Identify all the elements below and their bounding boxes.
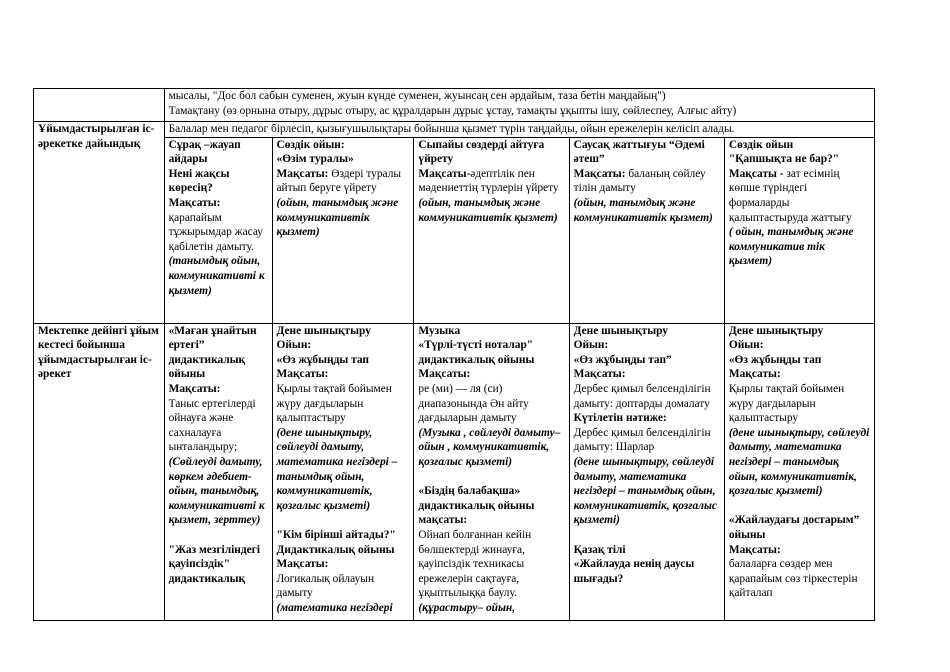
cell-line: дидактикалық [168,572,246,585]
cell-line: "Жаз мезгіліндегі қауіпсіздік" [168,543,260,571]
cell-line: дидактикалық ойыны [168,353,246,381]
cell-line: «Өзім туралы» [276,153,354,166]
cell-line [729,167,870,225]
cell-line [277,167,410,196]
cell-line: (дене шынықтыру, сөйлеуді дамыту, математика негіздері – танымдық ойын, коммуникативтік, қозғалыс қызметі) [573,455,717,527]
cell-line: Мақсаты: [168,382,221,395]
schedule-table [33,88,875,621]
cell-line: Дене шынықтыру [573,324,669,337]
prep-cell-2 [272,137,414,323]
activity-cell-3 [414,323,569,620]
cell-line: Мақсаты: [418,368,471,381]
cell-gap [729,499,870,514]
cell-line [574,167,720,196]
cell-gap [169,528,268,543]
cell-line: ойыны [728,528,766,541]
activity-label: Мектепке дейінгі ұйым кестесі бойынша ұйымдастырылған іс-әрекет [34,323,165,620]
cell-line: (математика негіздері [276,601,393,614]
cell-line: (дене шынықтыру, сөйлеуді дамыту, математика негіздері – танымдық ойын, коммуникативтік, қозғалыс қызметі) [276,426,398,512]
cell-line: Саусақ жаттығуы “Әдемі әтеш” [573,138,705,166]
empty-label-cell [34,89,165,122]
cell-line: (танымдық ойын, коммуникативті к қызмет) [168,255,265,297]
cell-line-text: зат есімнің көпше түріндегі формаларды қалыптастыруда жаттығу [728,167,852,224]
prep-summary: Балалар мен педагог бірлесіп, қызығушылықтары бойынша қызмет түрін таңдайды, ойын ережелерін келісіп алады. [164,122,874,138]
cell-line: "Кім бірінші айтады?" [276,528,396,541]
cell-line: Логикалық ойлауын дамыту [276,572,375,600]
cell-line: «Өз жұбыңды тап [728,353,822,366]
prep-cell-1 [164,137,272,323]
cell-line: Сыпайы сөздерді айтуға үйрету [418,138,545,166]
cell-line: Мақсаты: [276,558,329,571]
cell-line: Сөздік ойын: [276,138,345,151]
cell-line: Ойын: [728,339,764,352]
cell-line: Сұрақ –жауап айдары [168,138,241,166]
prep-cell-5 [724,137,874,323]
cell-gap [418,470,564,485]
cell-line: «Біздің балабақша» дидактикалық ойыны [418,485,535,512]
activity-cell-4 [569,323,724,620]
intro-line-2: Тамақтану (өз орнына отыру, дұрыс отыру, ас құралдарын дұрыс ұстау, тамақты ұқыпты ішу, сөйлеспеу, Алғыс айту) [168,104,737,117]
cell-line: (Музыка , сөйлеуді дамыту– ойын , коммуникативтік, қозғалыс қызметі) [418,426,561,468]
cell-line: «Түрлі-түсті ноталар" дидактикалық ойыны [418,339,535,366]
cell-line: Қырлы тақтай бойымен жүру дағдыларын қалыптастыру [728,382,845,425]
intro-cell [164,89,874,122]
cell-line: Қазақ тілі [573,543,626,556]
cell-line-text: Өздері туралы айтып беруге үйрету [276,167,402,195]
cell-line [418,167,564,196]
cell-line: ре (ми) — ля (си) диапазонында Ән айту дағдыларын дамыту [418,382,529,425]
cell-line: Музыка [418,324,461,337]
cell-line: «Маған ұнайтын ертегі” [168,324,257,352]
cell-line: Мақсаты: [573,368,626,381]
cell-line: Сөздік ойын [728,138,794,151]
cell-line-bold: Мақсаты - [728,167,784,180]
cell-gap [277,513,410,528]
cell-line: Дербес қимыл белсенділігін дамыту: доптарды домалату [573,382,711,410]
cell-gap [574,528,720,543]
cell-line-bold: Мақсаты: [276,167,329,180]
activity-cell-5 [724,323,874,620]
cell-line-text: баланың сөйлеу тілін дамыту [573,167,706,195]
cell-line: Мақсаты: [168,196,221,209]
cell-line: «Жайлауда ненің даусы шығады? [573,558,695,585]
cell-line: Дидактикалық ойыны [276,543,395,556]
cell-line: Таныс ертегілерді ойнауға және сахналауға ынталандыру; [168,397,256,454]
cell-line: (дене шынықтыру, сөйлеуді дамыту, математика негіздері – танымдық ойын, коммуникативтік, қозғалыс қызметі) [728,426,870,498]
cell-line: Дербес қимыл белсенділігін дамыту: Шарлар [573,426,711,454]
cell-line: Мақсаты: [728,368,781,381]
prep-cell-4 [569,137,724,323]
cell-line: Нені жақсы көресің? [168,167,230,195]
activity-cell-1 [164,323,272,620]
cell-line: Күтілетін нәтиже: [573,412,667,425]
cell-line: мақсаты: [418,514,468,527]
cell-line: «Өз жұбыңды тап [276,353,369,366]
cell-line-bold: Мақсаты: [573,167,626,180]
cell-line: Дене шынықтыру [276,324,371,337]
cell-line-text: әдептілік пен мәдениеттің түрлерін үйрету [418,167,559,195]
cell-line: Мақсаты: [276,368,329,381]
prep-label: Ұйымдастырылған іс-әрекетке дайындық [34,122,165,324]
cell-line: (ойын, танымдық және коммуникативтік қызмет) [276,196,399,239]
cell-line: Ойнап болғаннан кейін бөлшектерді жинауға, қауіпсіздік техникасы ережелерін сақтауға, ұқыптылыққа баулу. [418,528,532,600]
cell-line: "Қапшықта не бар?" [728,153,840,166]
cell-line: «Өз жұбыңды тап” [573,353,672,366]
cell-line: «Жайлаудағы достарым” [728,514,860,527]
cell-line: ( ойын, танымдық және коммуникатив тік қызмет) [728,226,854,268]
cell-line: қарапайым тұжырымдар жасау қабілетін дамыту. [168,211,264,253]
cell-line-bold: Мақсаты- [418,167,471,180]
cell-line: Ойын: [573,339,609,352]
cell-line: Ойын: [276,339,312,352]
cell-line: Дене шынықтыру [728,324,824,337]
cell-line: Мақсаты: [728,543,781,556]
cell-line: Қырлы тақтай бойымен жүру дағдыларын қалыптастыру [276,382,392,425]
intro-line-1: мысалы, "Дос бол сабын суменен, жуын күнде суменен, жуынсаң сен әрдайым, таза бетін маңдайың") [168,90,666,102]
cell-line: (Сөйлеуді дамыту, көркем әдебиет- ойын, танымдық, коммуникативті к қызмет, зерттеу) [168,455,265,527]
cell-line: балаларға сөздер мен қарапайым сөз тіркестерін қайталап [728,558,858,600]
prep-cell-3 [414,137,569,323]
cell-line: (құрастыру– ойын, [418,601,516,614]
cell-line: (ойын, танымдық және коммуникативтік қызмет) [573,196,713,224]
cell-line: (ойын, танымдық және коммуникативтік қызмет) [418,196,558,224]
activity-cell-2 [272,323,414,620]
